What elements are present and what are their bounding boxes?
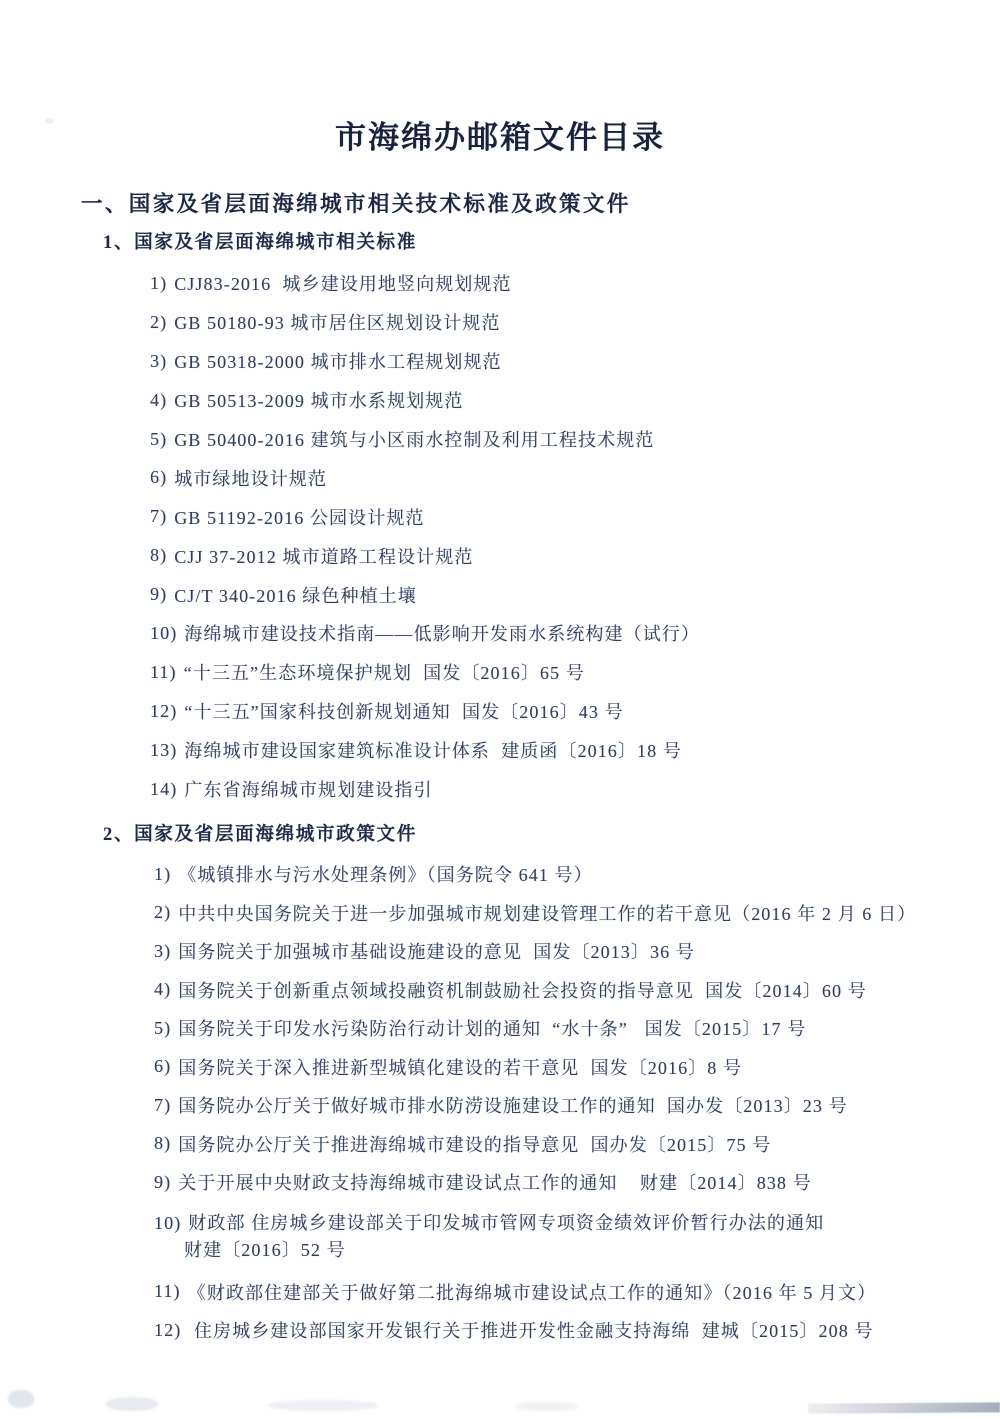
- list-item: [154, 932, 916, 971]
- item-text: 财政部 住房城乡建设部关于印发城市管网专项资金绩效评价暂行办法的通知: [188, 1213, 825, 1233]
- item-number: 13): [150, 739, 178, 760]
- item-number: 7): [150, 506, 168, 527]
- item-text: GB 50318-2000 城市排水工程规划规范: [174, 352, 502, 373]
- item-text: 国务院办公厅关于做好城市排水防涝设施建设工作的通知 国办发〔2013〕23 号: [178, 1096, 848, 1117]
- item-number: 10): [154, 1213, 182, 1233]
- item-text: 《城镇排水与污水处理条例》（国务院令 641 号）: [178, 865, 593, 886]
- item-number: 6): [150, 467, 168, 488]
- list-item: [150, 497, 700, 536]
- list-item: [150, 575, 700, 614]
- list-item: [150, 420, 700, 459]
- scan-smudge: [515, 1402, 579, 1411]
- list-item: [150, 381, 700, 420]
- item-text: 国务院关于印发水污染防治行动计划的通知 “水十条” 国发〔2015〕17 号: [178, 1019, 807, 1040]
- item-text: 广东省海绵城市规划建设指引: [184, 780, 433, 801]
- list-item: [154, 1311, 916, 1350]
- item-text: CJJ83-2016 城乡建设用地竖向规划规范: [174, 274, 512, 295]
- item-text: GB 50513-2009 城市水系规划规范: [174, 391, 464, 412]
- item-text: GB 50400-2016 建筑与小区雨水控制及利用工程技术规范: [174, 430, 655, 450]
- item-text: 《财政部住建部关于做好第二批海绵城市建设试点工作的通知》（2016 年 5 月文）: [187, 1282, 877, 1303]
- subsection-heading-policies: 2、国家及省层面海绵城市政策文件: [103, 825, 417, 845]
- list-item: [154, 971, 916, 1010]
- item-text: GB 51192-2016 公园设计规范: [174, 507, 425, 528]
- policies-file-list: [154, 855, 916, 1350]
- item-number: 11): [154, 1281, 181, 1302]
- item-text: 住房城乡建设部国家开发银行关于推进开发性金融支持海绵 建城〔2015〕208 号: [188, 1321, 874, 1342]
- item-number: 2): [150, 311, 168, 332]
- item-number: 10): [150, 622, 178, 643]
- item-text: 海绵城市建设技术指南——低影响开发雨水系统构建（试行）: [184, 624, 700, 645]
- item-number: 7): [154, 1094, 172, 1115]
- item-number: 3): [150, 350, 168, 371]
- item-number: 1): [150, 272, 168, 293]
- list-item: [154, 1125, 916, 1164]
- item-text: 关于开展中央财政支持海绵城市建设试点工作的通知 财建〔2014〕838 号: [178, 1173, 812, 1194]
- item-text-continuation: 财建〔2016〕52 号: [184, 1240, 346, 1260]
- list-item: [150, 303, 700, 342]
- item-number: 2): [154, 902, 172, 923]
- item-text: CJ/T 340-2016 绿色种植土壤: [174, 585, 417, 606]
- item-text: “十三五”生态环境保护规划 国发〔2016〕65 号: [183, 663, 585, 684]
- scan-smudge: [106, 1397, 158, 1411]
- item-number: 9): [154, 1171, 172, 1192]
- list-item: [150, 536, 700, 575]
- list-item: [154, 855, 916, 894]
- item-number: 3): [154, 940, 172, 961]
- item-number: 5): [150, 428, 168, 449]
- item-number: 5): [154, 1017, 172, 1038]
- list-item: [150, 264, 700, 303]
- item-number: 12): [150, 700, 178, 721]
- document-title: 市海绵办邮箱文件目录: [335, 120, 665, 155]
- item-text: 国务院办公厅关于推进海绵城市建设的指导意见 国办发〔2015〕75 号: [178, 1134, 772, 1155]
- item-number: 1): [154, 863, 172, 884]
- item-number: 9): [150, 584, 168, 605]
- list-item: [150, 770, 700, 809]
- list-item: [150, 653, 700, 692]
- list-item: [150, 614, 700, 653]
- item-text: 国务院关于创新重点领域投融资机制鼓励社会投资的指导意见 国发〔2014〕60 号: [178, 980, 867, 1001]
- scan-speck: [45, 118, 54, 124]
- list-item: [154, 894, 916, 933]
- list-item: [154, 1163, 916, 1202]
- list-item: [154, 1273, 916, 1312]
- list-item: [154, 1202, 916, 1273]
- list-item: [154, 1009, 916, 1048]
- section-heading: 一、国家及省层面海绵城市相关技术标准及政策文件: [81, 192, 631, 216]
- item-number: 4): [154, 979, 172, 1000]
- list-item: [150, 692, 700, 731]
- item-text: “十三五”国家科技创新规划通知 国发〔2016〕43 号: [184, 702, 624, 723]
- item-number: 8): [150, 545, 168, 566]
- list-item: [150, 731, 700, 770]
- item-text: 国务院关于加强城市基础设施建设的意见 国发〔2013〕36 号: [178, 942, 695, 963]
- item-number: 14): [150, 778, 178, 799]
- scan-edge-artifact: [808, 1402, 1000, 1413]
- item-text: 中共中央国务院关于进一步加强城市规划建设管理工作的若干意见（2016 年 2 月 6 日）: [178, 903, 917, 924]
- scan-smudge: [268, 1400, 378, 1411]
- item-text: 国务院关于深入推进新型城镇化建设的若干意见 国发〔2016〕8 号: [178, 1057, 743, 1078]
- item-number: 11): [150, 661, 177, 682]
- item-number: 4): [150, 389, 168, 410]
- item-text: 海绵城市建设国家建筑标准设计体系 建质函〔2016〕18 号: [184, 741, 682, 762]
- item-number: 12): [154, 1319, 182, 1340]
- item-text: CJJ 37-2012 城市道路工程设计规范: [174, 546, 474, 567]
- item-text: GB 50180-93 城市居住区规划设计规范: [174, 313, 501, 334]
- item-number: 8): [154, 1133, 172, 1154]
- list-item: [150, 342, 700, 381]
- item-text: 城市绿地设计规范: [174, 468, 328, 489]
- list-item: [154, 1048, 916, 1087]
- subsection-heading-standards: 1、国家及省层面海绵城市相关标准: [103, 233, 417, 253]
- scan-smudge: [8, 1390, 34, 1408]
- standards-file-list: [150, 264, 700, 808]
- item-number: 6): [154, 1056, 172, 1077]
- list-item: [150, 458, 700, 497]
- list-item: [154, 1086, 916, 1125]
